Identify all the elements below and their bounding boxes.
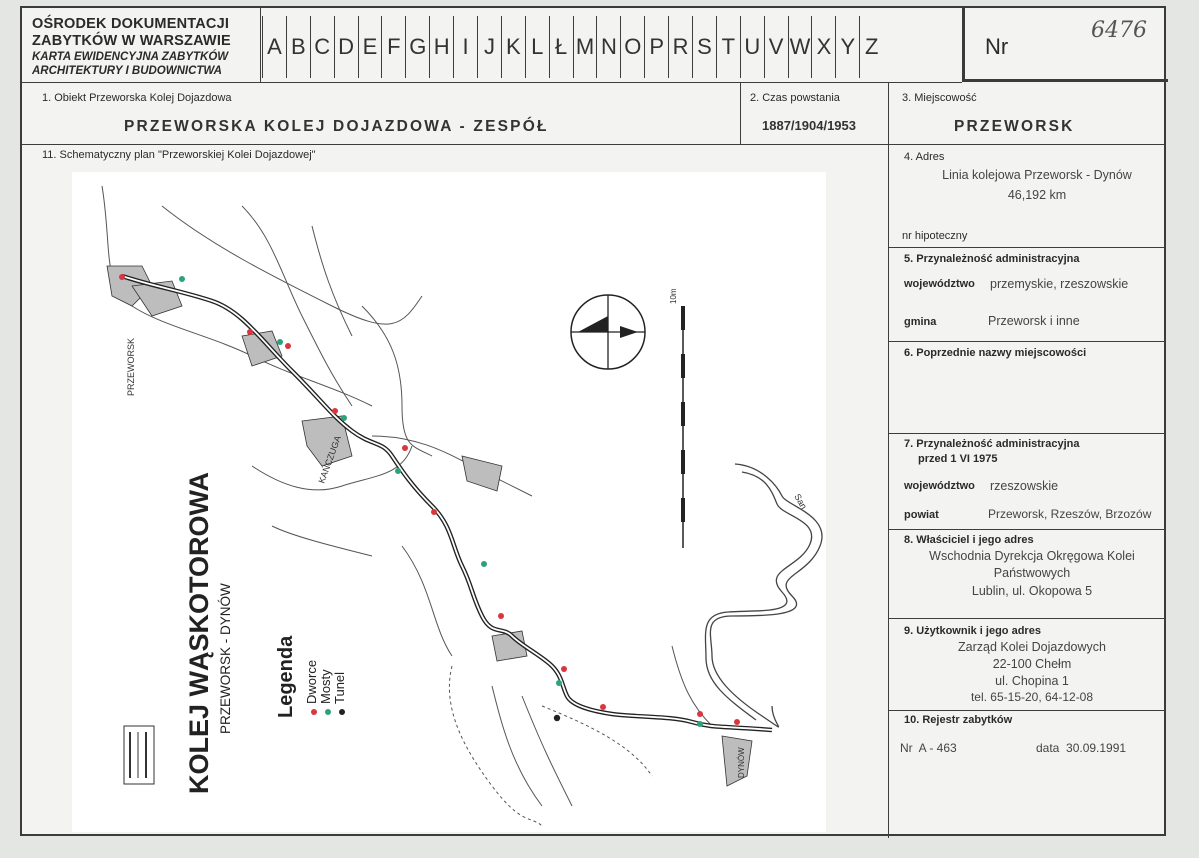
compass-icon bbox=[571, 295, 645, 369]
org-line-4: ARCHITEKTURY I BUDOWNICTWA bbox=[32, 65, 222, 77]
field-11-label: 11. Schematyczny plan "Przeworskiej Kolei Dojazdowej" bbox=[42, 149, 316, 161]
index-letter: A bbox=[262, 16, 286, 78]
index-letter: Z bbox=[859, 16, 883, 78]
row1-divider-a bbox=[740, 82, 741, 144]
place-przeworsk: PRZEWORSK bbox=[126, 337, 136, 396]
index-letter: H bbox=[429, 16, 453, 78]
index-letter: C bbox=[310, 16, 334, 78]
letter-index-row bbox=[262, 16, 883, 78]
index-letter: X bbox=[811, 16, 835, 78]
field-7-powiat-value: Przeworsk, Rzeszów, Brzozów bbox=[988, 507, 1152, 521]
index-letter: B bbox=[286, 16, 310, 78]
field-8-line-1: Wschodnia Dyrekcja Okręgowa Kolei bbox=[929, 549, 1135, 563]
map-subtitle: PRZEWORSK - DYNÓW bbox=[218, 583, 233, 734]
legend-label-stations: Dworce bbox=[304, 659, 319, 704]
place-dynow: DYNÓW bbox=[737, 747, 746, 778]
number-box bbox=[962, 8, 1168, 82]
legend-label-bridges: Mosty bbox=[318, 669, 333, 704]
field-7-powiat-key: powiat bbox=[904, 509, 939, 521]
organization-header bbox=[32, 16, 257, 78]
rule-after-mortgage bbox=[888, 247, 1166, 248]
index-letter: O bbox=[620, 16, 644, 78]
field-9-line-2: 22-100 Chełm bbox=[992, 657, 1072, 671]
field-3-label: 3. Miejscowość bbox=[902, 92, 977, 104]
index-letter: T bbox=[716, 16, 740, 78]
field-9-line-3: ul. Chopina 1 bbox=[995, 674, 1069, 688]
number-label: Nr bbox=[985, 34, 1009, 59]
field-4-line-1: Linia kolejowa Przeworsk - Dynów bbox=[942, 168, 1132, 182]
rule-after-field-5 bbox=[888, 341, 1166, 342]
scale-label: 10m bbox=[669, 288, 678, 304]
org-line-3: KARTA EWIDENCYJNA ZABYTKÓW bbox=[32, 51, 229, 63]
registry-card bbox=[20, 6, 1166, 836]
place-kanczuga: KAŃCZUGA bbox=[316, 434, 343, 485]
org-line-1: OŚRODEK DOKUMENTACJI bbox=[32, 16, 230, 32]
field-8-line-3: Lublin, ul. Okopowa 5 bbox=[971, 584, 1093, 598]
index-letter: K bbox=[501, 16, 525, 78]
field-4-line-2: 46,192 km bbox=[1007, 188, 1067, 202]
rule-after-field-7 bbox=[888, 529, 1166, 530]
index-letter: I bbox=[453, 16, 477, 78]
field-7-woj-value: rzeszowskie bbox=[990, 479, 1059, 493]
index-letter: U bbox=[740, 16, 764, 78]
field-5-woj-value: przemyskie, rzeszowskie bbox=[990, 277, 1129, 291]
org-line-2: ZABYTKÓW W WARSZAWIE bbox=[32, 33, 231, 49]
register-number: Nr A - 463 bbox=[900, 741, 957, 755]
field-5-gmina-key: gmina bbox=[904, 316, 937, 328]
header-divider bbox=[22, 82, 962, 83]
legend-swatch-tunnel bbox=[339, 709, 345, 715]
field-5-woj-key: województwo bbox=[904, 278, 975, 290]
field-7-label-1: 7. Przynależność administracyjna bbox=[904, 438, 1080, 450]
field-1-value: PRZEWORSKA KOLEJ DOJAZDOWA - ZESPÓŁ bbox=[124, 118, 549, 135]
index-letter: W bbox=[788, 16, 812, 78]
field-6-label: 6. Poprzednie nazwy miejscowości bbox=[904, 347, 1087, 359]
river-san-label: San bbox=[792, 492, 809, 511]
field-9-label: 9. Użytkownik i jego adres bbox=[904, 625, 1041, 637]
rule-after-field-6 bbox=[888, 433, 1166, 434]
header-letter-divider bbox=[260, 8, 261, 82]
field-1-label: 1. Obiekt Przeworska Kolej Dojazdowa bbox=[42, 92, 232, 104]
index-letter: V bbox=[764, 16, 788, 78]
field-3-value: PRZEWORSK bbox=[954, 118, 1075, 135]
railway-map bbox=[72, 166, 830, 838]
tunnel-marker bbox=[554, 715, 560, 721]
index-letter: S bbox=[692, 16, 716, 78]
field-7-woj-key: województwo bbox=[904, 480, 975, 492]
index-letter: J bbox=[477, 16, 501, 78]
mortgage-number-label: nr hipoteczny bbox=[902, 230, 968, 242]
field-7-label-2: przed 1 VI 1975 bbox=[918, 453, 998, 465]
index-letter: R bbox=[668, 16, 692, 78]
field-5-gmina-value: Przeworsk i inne bbox=[988, 314, 1080, 328]
legend-swatch-stations bbox=[311, 709, 317, 715]
field-4-label: 4. Adres bbox=[904, 151, 945, 163]
index-letter: E bbox=[358, 16, 382, 78]
field-2-label: 2. Czas powstania bbox=[750, 92, 840, 104]
field-9-line-4: tel. 65-15-20, 64-12-08 bbox=[970, 690, 1094, 704]
legend-swatch-bridges bbox=[325, 709, 331, 715]
map-title: KOLEJ WĄSKOTOROWA bbox=[184, 471, 214, 794]
rule-after-field-9 bbox=[888, 710, 1166, 711]
index-letter: N bbox=[596, 16, 620, 78]
number-handwritten: 6476 bbox=[1091, 18, 1147, 43]
index-letter: M bbox=[573, 16, 597, 78]
row1-bottom-rule bbox=[22, 144, 1166, 145]
main-column-divider bbox=[888, 82, 889, 838]
field-8-label: 8. Właściciel i jego adres bbox=[904, 534, 1034, 546]
index-letter: F bbox=[381, 16, 405, 78]
legend-title: Legenda bbox=[275, 635, 297, 718]
register-date: data 30.09.1991 bbox=[1036, 741, 1127, 755]
field-5-label: 5. Przynależność administracyjna bbox=[904, 253, 1080, 265]
index-letter: Ł bbox=[549, 16, 573, 78]
legend-label-tunnel: Tunel bbox=[332, 671, 347, 704]
index-letter: D bbox=[334, 16, 358, 78]
field-2-value: 1887/1904/1953 bbox=[762, 118, 856, 133]
rule-after-field-8 bbox=[888, 618, 1166, 619]
index-letter: Y bbox=[835, 16, 859, 78]
index-letter: P bbox=[644, 16, 668, 78]
index-letter: G bbox=[405, 16, 429, 78]
index-letter: L bbox=[525, 16, 549, 78]
field-10-label: 10. Rejestr zabytków bbox=[904, 714, 1013, 726]
field-8-line-2: Państwowych bbox=[993, 566, 1071, 580]
field-9-line-1: Zarząd Kolei Dojazdowych bbox=[958, 640, 1106, 654]
